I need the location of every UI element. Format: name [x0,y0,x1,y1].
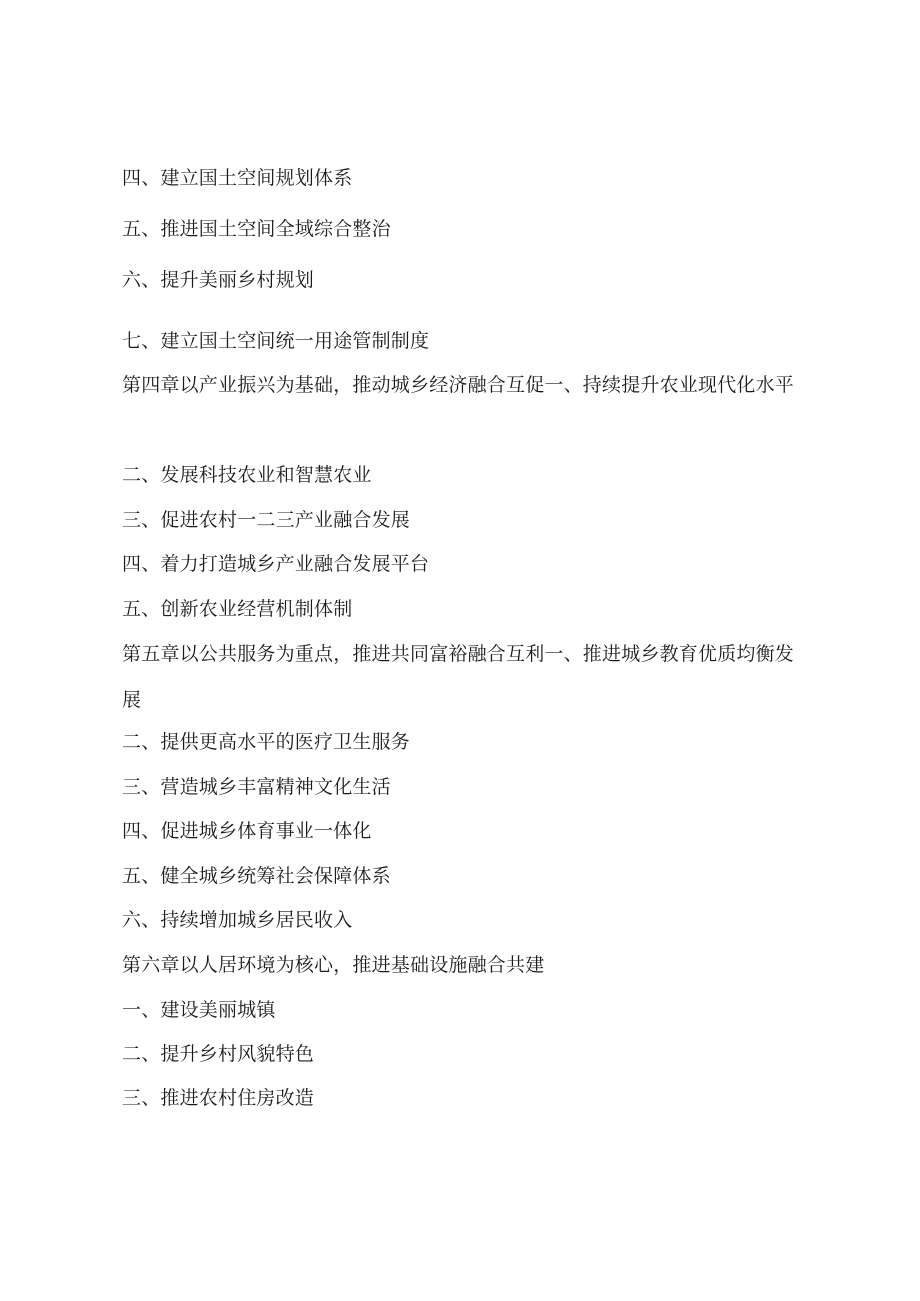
toc-line-ch5-item-6: 六、持续增加城乡居民收入 [122,909,353,931]
toc-chapter-6-heading: 第六章以人居环境为核心，推进基础设施融合共建 [122,954,545,976]
toc-line-ch4-item-5: 五、创新农业经营机制体制 [122,598,353,620]
toc-line-section-6-village-planning: 六、提升美丽乡村规划 [122,269,315,291]
toc-line-ch4-item-2: 二、发展科技农业和智慧农业 [122,464,372,486]
toc-line-ch6-item-3: 三、推进农村住房改造 [122,1087,315,1109]
toc-line-ch5-item-3: 三、营造城乡丰富精神文化生活 [122,776,391,798]
toc-line-ch5-item-2: 二、提供更高水平的医疗卫生服务 [122,731,411,753]
toc-line-ch6-item-1: 一、建设美丽城镇 [122,999,276,1021]
toc-line-ch6-item-2: 二、提升乡村风貌特色 [122,1043,315,1065]
toc-line-section-5-land-consolidation: 五、推进国土空间全域综合整治 [122,218,391,240]
toc-chapter-4-heading: 第四章以产业振兴为基础，推动城乡经济融合互促一、持续提升农业现代化水平 [122,374,795,396]
toc-line-section-7-land-use-control: 七、建立国土空间统一用途管制制度 [122,330,430,352]
toc-line-ch4-item-3: 三、促进农村一二三产业融合发展 [122,509,411,531]
toc-line-section-4-planning-system: 四、建立国土空间规划体系 [122,167,353,189]
toc-line-ch4-item-4: 四、着力打造城乡产业融合发展平台 [122,553,430,575]
toc-line-ch5-item-5: 五、健全城乡统筹社会保障体系 [122,865,391,887]
toc-line-ch5-item-4: 四、促进城乡体育事业一体化 [122,820,372,842]
toc-chapter-5-heading: 第五章以公共服务为重点，推进共同富裕融合互利一、推进城乡教育优质均衡发展 [122,643,795,711]
